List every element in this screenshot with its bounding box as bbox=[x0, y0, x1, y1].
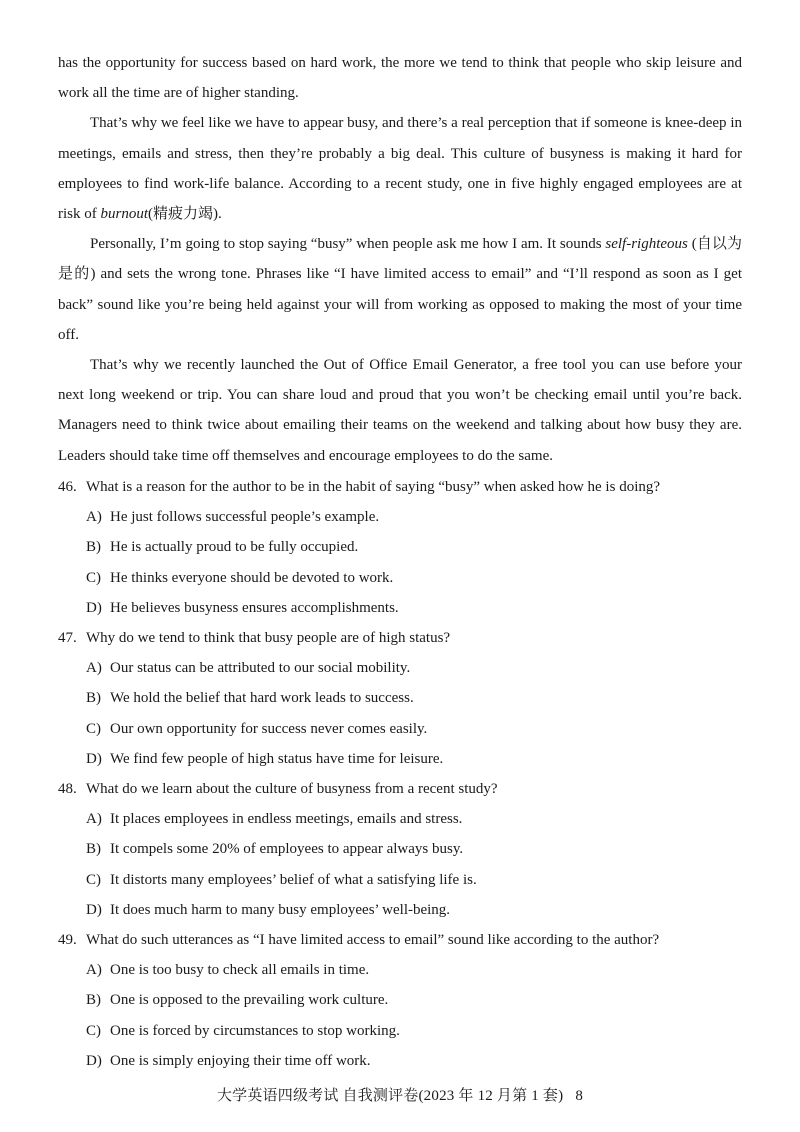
option-text: One is simply enjoying their time off work. bbox=[110, 1052, 371, 1069]
question-number: 47. bbox=[58, 630, 77, 647]
passage-text: That’s why we feel like we have to appear busy, and there’s a real perception that if someone is knee-deep in meetings, emails and stress, then they’re probably a big deal. This culture of busyness is making it hard for employees to find work-life balance. According to a recent study, one in five highly engaged employees are at risk of bbox=[58, 115, 742, 223]
option-d[interactable] bbox=[58, 1046, 742, 1076]
option-text: One is too busy to check all emails in time. bbox=[110, 962, 370, 979]
question-49 bbox=[58, 925, 742, 1076]
option-letter: B) bbox=[86, 690, 101, 707]
option-b[interactable] bbox=[58, 985, 742, 1015]
option-letter: C) bbox=[86, 1022, 101, 1039]
option-b[interactable] bbox=[58, 683, 742, 713]
question-stem bbox=[58, 623, 742, 653]
option-text: He believes busyness ensures accomplishments. bbox=[110, 599, 399, 616]
option-list bbox=[58, 653, 742, 774]
question-text: Why do we tend to think that busy people are of high status? bbox=[86, 630, 451, 647]
option-letter: B) bbox=[86, 992, 101, 1009]
option-d[interactable] bbox=[58, 593, 742, 623]
option-letter: D) bbox=[86, 750, 102, 767]
glossed-term: self-righteous bbox=[605, 236, 688, 253]
option-a[interactable] bbox=[58, 804, 742, 834]
option-text: It compels some 20% of employees to appear always busy. bbox=[110, 841, 464, 858]
question-stem bbox=[58, 472, 742, 502]
option-letter: C) bbox=[86, 720, 101, 737]
option-d[interactable] bbox=[58, 744, 742, 774]
option-text: We hold the belief that hard work leads to success. bbox=[110, 690, 414, 707]
option-text: He is actually proud to be fully occupied. bbox=[110, 539, 359, 556]
option-letter: D) bbox=[86, 1052, 102, 1069]
question-text: What do such utterances as “I have limited access to email” sound like according to the author? bbox=[86, 932, 660, 949]
option-text: It does much harm to many busy employees’ well-being. bbox=[110, 901, 451, 918]
option-b[interactable] bbox=[58, 532, 742, 562]
option-c[interactable] bbox=[58, 865, 742, 895]
option-letter: A) bbox=[86, 811, 102, 828]
option-c[interactable] bbox=[58, 714, 742, 744]
option-text: One is opposed to the prevailing work culture. bbox=[110, 992, 389, 1009]
option-text: He thinks everyone should be devoted to work. bbox=[110, 569, 394, 586]
option-text: He just follows successful people’s example. bbox=[110, 509, 380, 526]
glossed-term: burnout bbox=[100, 206, 149, 223]
question-number: 48. bbox=[58, 781, 77, 798]
option-list bbox=[58, 502, 742, 623]
option-text: Our own opportunity for success never comes easily. bbox=[110, 720, 428, 737]
question-48 bbox=[58, 774, 742, 925]
option-letter: A) bbox=[86, 509, 102, 526]
option-letter: A) bbox=[86, 660, 102, 677]
option-letter: B) bbox=[86, 539, 101, 556]
option-text: One is forced by circumstances to stop working. bbox=[110, 1022, 400, 1039]
passage-paragraph bbox=[58, 108, 742, 229]
page-footer bbox=[0, 1084, 800, 1105]
passage-text: Personally, I’m going to stop saying “busy” when people ask me how I am. It sounds bbox=[90, 236, 606, 253]
option-text: It places employees in endless meetings, emails and stress. bbox=[110, 811, 463, 828]
option-text: We find few people of high status have time for leisure. bbox=[110, 750, 444, 767]
option-a[interactable] bbox=[58, 502, 742, 532]
option-letter: D) bbox=[86, 599, 102, 616]
option-c[interactable] bbox=[58, 563, 742, 593]
question-47 bbox=[58, 623, 742, 774]
question-stem bbox=[58, 774, 742, 804]
passage-paragraph bbox=[58, 229, 742, 350]
question-stem bbox=[58, 925, 742, 955]
option-letter: C) bbox=[86, 871, 101, 888]
question-text: What do we learn about the culture of busyness from a recent study? bbox=[86, 781, 498, 798]
option-a[interactable] bbox=[58, 653, 742, 683]
option-c[interactable] bbox=[58, 1016, 742, 1046]
option-b[interactable] bbox=[58, 834, 742, 864]
option-list bbox=[58, 955, 742, 1076]
passage-paragraph: has the opportunity for success based on hard work, the more we tend to think that people who skip leisure and work all the time are of higher standing. bbox=[58, 55, 742, 102]
option-list bbox=[58, 804, 742, 925]
reading-passage bbox=[58, 48, 742, 471]
passage-paragraph: That’s why we recently launched the Out of Office Email Generator, a free tool you can use before your next long weekend or trip. You can share loud and proud that you won’t be checking email until you’re back. Managers need to think twice about emailing their teams on the weekend and talking about how busy they are. Leaders should take time off themselves and encourage employees to do the same. bbox=[58, 357, 742, 464]
question-number: 49. bbox=[58, 932, 77, 949]
option-letter: C) bbox=[86, 569, 101, 586]
question-text: What is a reason for the author to be in the habit of saying “busy” when asked how he is doing? bbox=[86, 479, 661, 495]
passage-text: (精疲力竭). bbox=[148, 206, 222, 223]
page-number: 8 bbox=[575, 1088, 584, 1104]
option-text: Our status can be attributed to our social mobility. bbox=[110, 660, 411, 677]
question-number: 46. bbox=[58, 479, 77, 495]
passage-text: (自以为是的) and sets the wrong tone. Phrases like “I have limited access to email” and “I’ll respond as soon as I get back” sound like you’re being held against your will from working as opposed to making the most of your time off. bbox=[58, 236, 742, 343]
exam-title: 大学英语四级考试 自我测评卷(2023 年 12 月第 1 套) bbox=[216, 1088, 564, 1104]
option-letter: B) bbox=[86, 841, 101, 858]
option-text: It distorts many employees’ belief of what a satisfying life is. bbox=[110, 871, 477, 888]
question-46 bbox=[58, 472, 742, 623]
option-d[interactable] bbox=[58, 895, 742, 925]
option-a[interactable] bbox=[58, 955, 742, 985]
question-list bbox=[58, 472, 742, 1076]
option-letter: A) bbox=[86, 962, 102, 979]
option-letter: D) bbox=[86, 901, 102, 918]
